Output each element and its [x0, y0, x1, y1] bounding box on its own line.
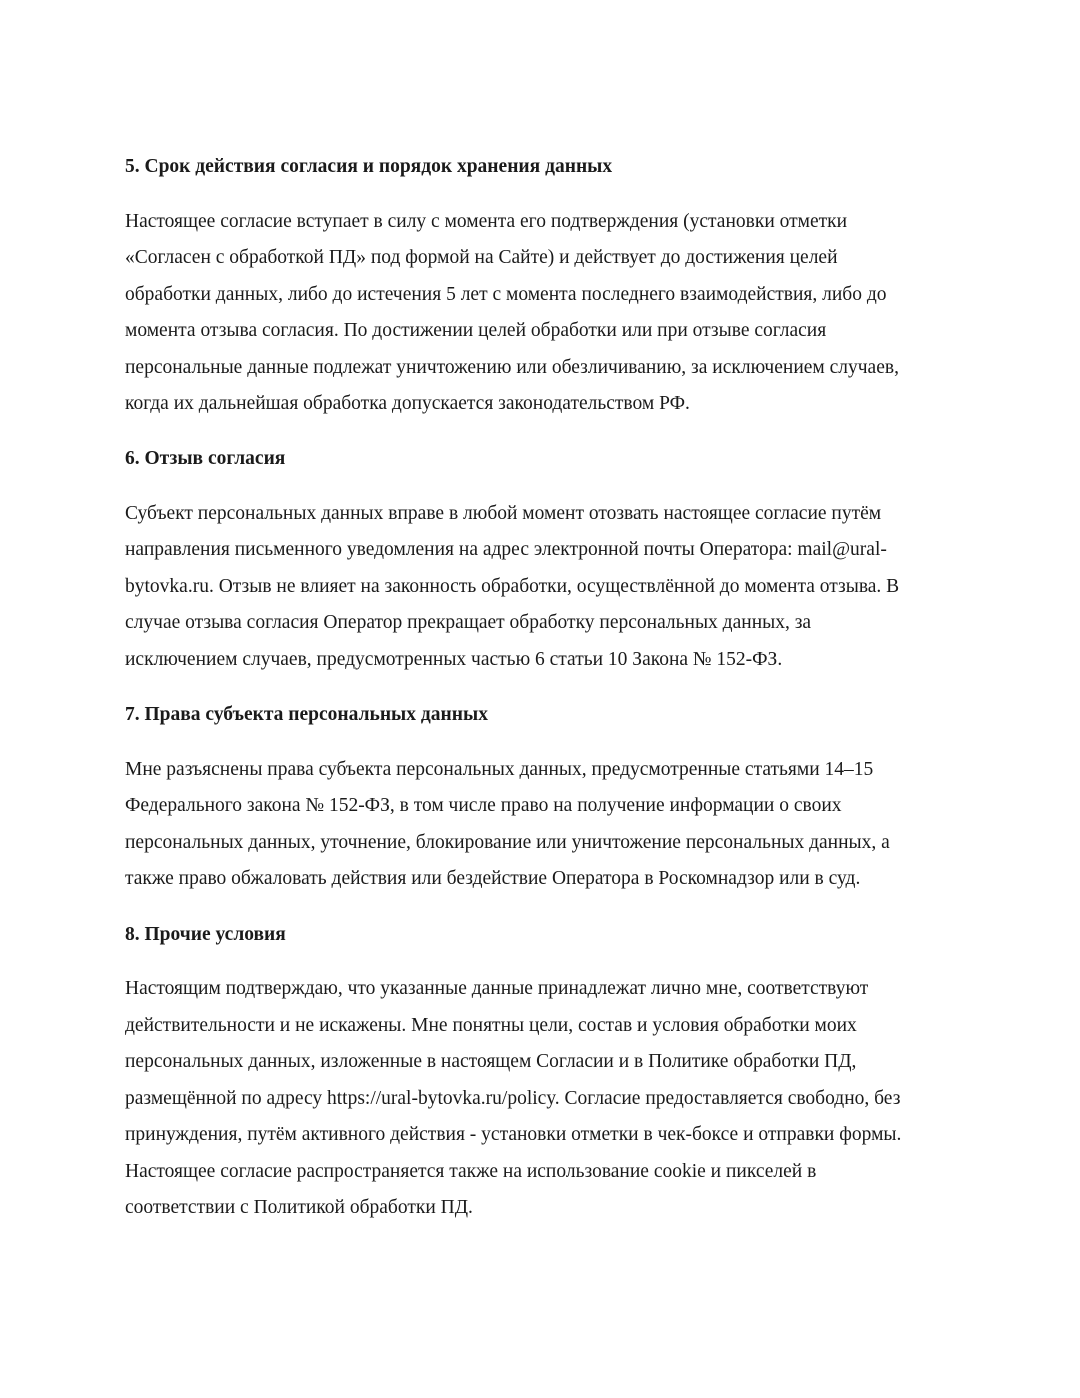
section-6-line: случае отзыва согласия Оператор прекращает обработку персональных данных, за: [125, 612, 812, 633]
section-7-title: 7. Права субъекта персональных данных: [125, 704, 488, 725]
section-8-line: действительности и не искажены. Мне понятны цели, состав и условия обработки моих: [125, 1015, 857, 1036]
section-5-title: 5. Срок действия согласия и порядок хранения данных: [125, 156, 613, 177]
section-5-line: момента отзыва согласия. По достижении целей обработки или при отзыве согласия: [125, 320, 827, 341]
section-6-title: 6. Отзыв согласия: [125, 448, 286, 469]
section-6-line: bytovka.ru. Отзыв не влияет на законность обработки, осуществлённой до момента отзыва. В: [125, 576, 900, 597]
section-7-line: Мне разъяснены права субъекта персональных данных, предусмотренные статьями 14–15: [125, 759, 874, 780]
section-8-title: 8. Прочие условия: [125, 924, 286, 945]
section-7-line: Федерального закона № 152-ФЗ, в том числе право на получение информации о своих: [125, 795, 842, 816]
section-6-line: исключением случаев, предусмотренных частью 6 статьи 10 Закона № 152-ФЗ.: [125, 649, 783, 670]
section-5-line: персональные данные подлежат уничтожению или обезличиванию, за исключением случаев,: [125, 357, 899, 378]
section-8-line: Настоящее согласие распространяется также на использование cookie и пикселей в: [125, 1161, 817, 1182]
section-7-line: также право обжаловать действия или бездействие Оператора в Роскомнадзор или в суд.: [125, 868, 861, 889]
section-8-line: размещённой по адресу https://ural-bytovka.ru/policy. Согласие предоставляется свободно, без: [125, 1088, 901, 1109]
section-8-line: персональных данных, изложенные в настоящем Согласии и в Политике обработки ПД,: [125, 1051, 857, 1072]
section-8-line: соответствии с Политикой обработки ПД.: [125, 1197, 473, 1218]
section-5-line: когда их дальнейшая обработка допускается законодательством РФ.: [125, 393, 690, 414]
section-6-line: направления письменного уведомления на адрес электронной почты Оператора: mail@ural-: [125, 539, 887, 560]
section-8-line: принуждения, путём активного действия - установки отметки в чек-боксе и отправки формы.: [125, 1124, 902, 1145]
section-5-line: обработки данных, либо до истечения 5 лет с момента последнего взаимодействия, либо до: [125, 284, 887, 305]
section-5-line: «Согласен с обработкой ПД» под формой на Сайте) и действует до достижения целей: [125, 247, 838, 268]
section-8-line: Настоящим подтверждаю, что указанные данные принадлежат лично мне, соответствуют: [125, 978, 869, 999]
section-5-line: Настоящее согласие вступает в силу с момента его подтверждения (установки отметки: [125, 211, 848, 232]
section-6-line: Субъект персональных данных вправе в любой момент отозвать настоящее согласие путём: [125, 503, 882, 524]
section-7-line: персональных данных, уточнение, блокирование или уничтожение персональных данных, а: [125, 832, 890, 853]
